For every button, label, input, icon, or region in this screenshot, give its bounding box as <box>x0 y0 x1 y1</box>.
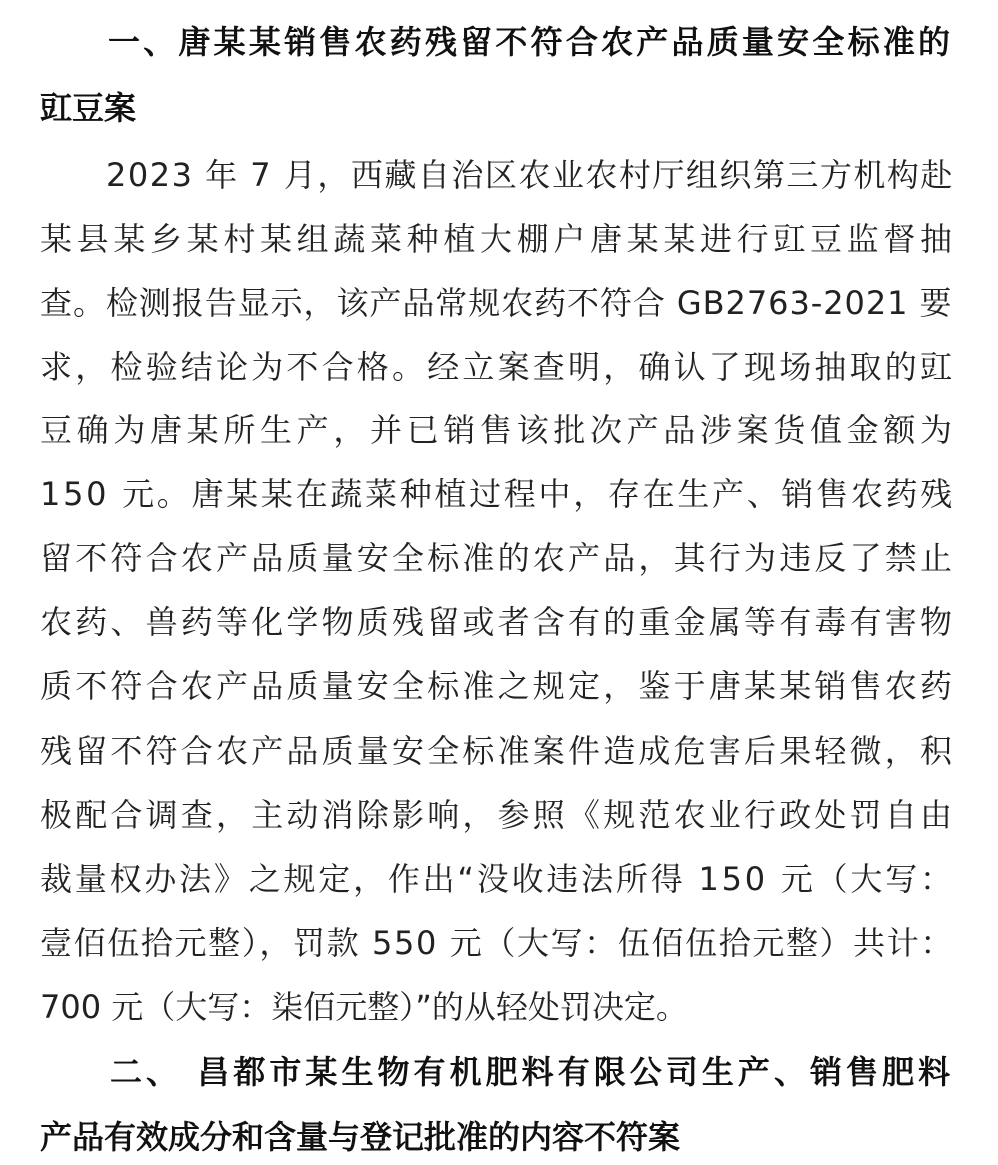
body-line-9: 质不符合农产品质量安全标准之规定，鉴于唐某某销售农药 <box>40 667 956 705</box>
body-line-8: 农药、兽药等化学物质残留或者含有的重金属等有毒有害物 <box>40 603 956 641</box>
body-line-4: 求，检验结论为不合格。经立案查明，确认了现场抽取的豇 <box>40 348 956 386</box>
body-line-13: 壹佰伍拾元整），罚款 550 元（大写：伍佰伍拾元整）共计： <box>40 924 955 962</box>
section-1-title-line-2: 豇豆案 <box>40 89 137 127</box>
body-line-11: 极配合调查，主动消除影响，参照《规范农业行政处罚自由 <box>40 796 956 834</box>
body-line-10: 残留不符合农产品质量安全标准案件造成危害后果轻微，积 <box>40 732 956 770</box>
body-line-7: 留不符合农产品质量安全标准的农产品，其行为违反了禁止 <box>40 539 956 577</box>
section-1-title-line-1: 一、唐某某销售农药残留不符合农产品质量安全标准的 <box>108 23 954 61</box>
body-line-3: 查。检测报告显示，该产品常规农药不符合 GB2763-2021 要 <box>40 284 953 322</box>
body-line-6: 150 元。唐某某在蔬菜种植过程中，存在生产、销售农药残 <box>40 475 955 513</box>
body-line-14: 700 元（大写：柒佰元整）”的从轻处罚决定。 <box>40 988 688 1026</box>
body-line-1: 2023 年 7 月，西藏自治区农业农村厅组织第三方机构赴 <box>106 156 954 194</box>
body-line-2: 某县某乡某村某组蔬菜种植大棚户唐某某进行豇豆监督抽 <box>40 220 957 258</box>
section-2-title-line-2: 产品有效成分和含量与登记批准的内容不符案 <box>40 1118 681 1156</box>
section-2-title-line-1: 二、 昌都市某生物有机肥料有限公司生产、销售肥料 <box>110 1053 955 1091</box>
body-line-5: 豆确为唐某所生产，并已销售该批次产品涉案货值金额为 <box>40 411 957 449</box>
body-line-12: 裁量权办法》之规定，作出“没收违法所得 150 元（大写： <box>40 860 955 898</box>
